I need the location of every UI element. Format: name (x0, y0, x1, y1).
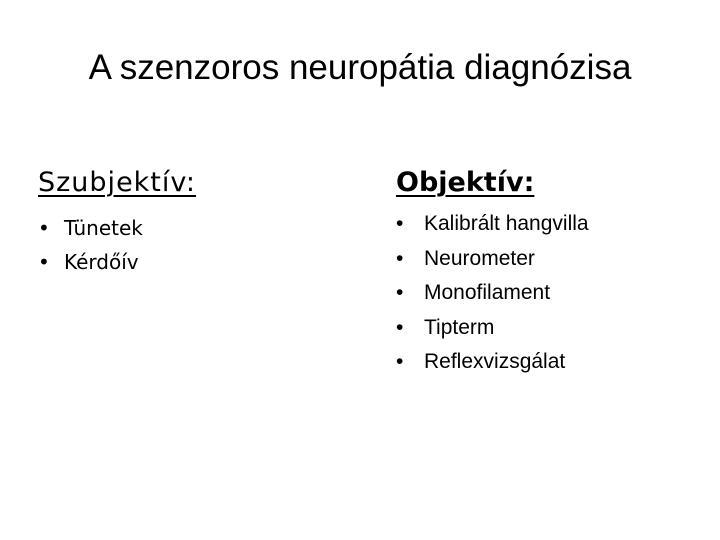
list-item (38, 245, 368, 279)
bullet-icon: • (38, 250, 50, 274)
objective-heading: Objektív: (396, 167, 535, 198)
list-item-text: Neurometer (424, 246, 535, 270)
objective-column (396, 166, 706, 380)
subjective-column (38, 166, 368, 279)
list-item (396, 242, 706, 277)
list-item (396, 345, 706, 380)
list-item (396, 207, 706, 242)
bullet-icon: • (38, 216, 50, 240)
bullet-icon: • (396, 246, 404, 270)
list-item (396, 311, 706, 346)
list-item-text: Reflexvizsgálat (424, 350, 566, 373)
list-item-text: Kalibrált hangvilla (424, 212, 589, 235)
objective-list (396, 207, 706, 380)
list-item-text: Kérdőív (64, 250, 139, 274)
bullet-icon: • (396, 315, 404, 339)
subjective-heading: Szubjektív: (38, 167, 196, 198)
subjective-list (38, 211, 368, 279)
bullet-icon: • (396, 281, 404, 304)
list-item-text: Monofilament (424, 281, 551, 304)
list-item (396, 276, 706, 311)
list-item (38, 211, 368, 245)
bullet-icon: • (396, 212, 404, 235)
list-item-text: Tünetek (64, 216, 143, 240)
list-item-text: Tipterm (424, 315, 495, 339)
bullet-icon: • (396, 350, 404, 373)
slide-title: A szenzoros neuropátia diagnózisa (88, 48, 632, 87)
